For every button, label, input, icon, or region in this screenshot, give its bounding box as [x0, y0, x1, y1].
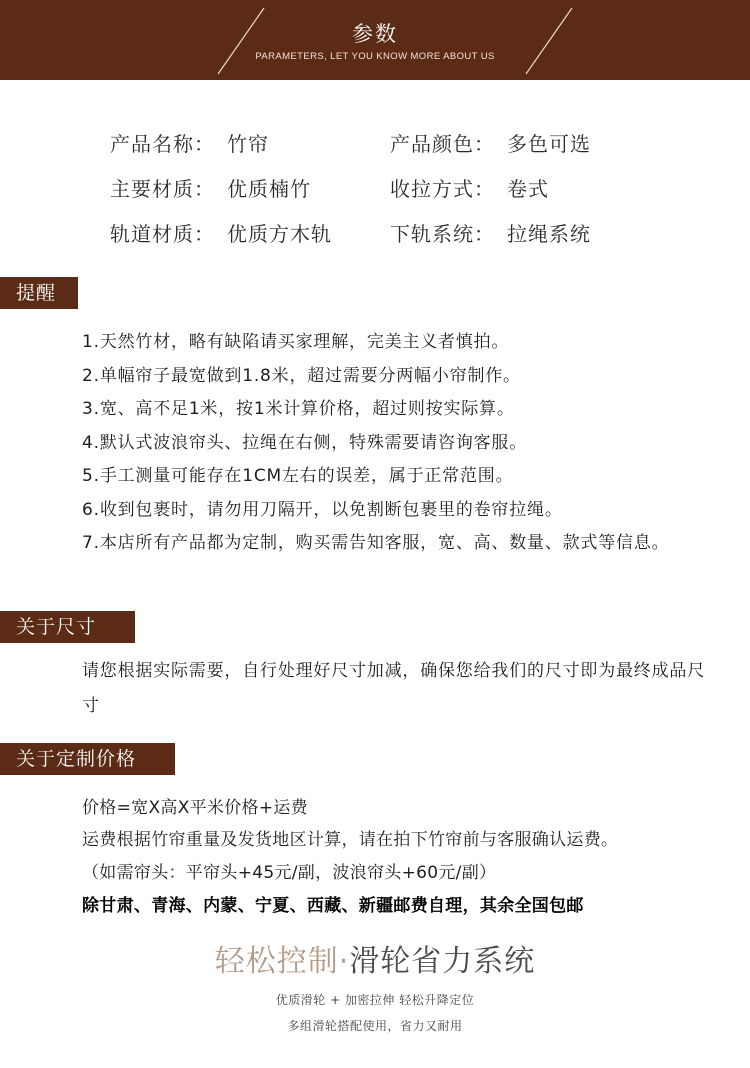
param-bottom-rail: 下轨系统： 拉绳系统: [390, 222, 591, 246]
page-title: 参数: [352, 22, 398, 46]
param-material: 主要材质： 优质楠竹: [110, 177, 311, 201]
pricing-heading: 关于定制价格: [0, 743, 175, 775]
list-item: 1.天然竹材，略有缺陷请买家理解，完美主义者慎拍。: [82, 332, 510, 352]
list-item: 4.默认式波浪帘头、拉绳在右侧，特殊需要请咨询客服。: [82, 432, 528, 453]
list-item: 2.单幅帘子最宽做到1.8米，超过需要分两幅小帘制作。: [82, 365, 521, 386]
size-text: 请您根据实际需要，自行处理好尺寸加减，确保您给我们的尺寸即为最终成品尺寸: [82, 661, 705, 716]
page-subtitle: PARAMETERS, LET YOU KNOW MORE ABOUT US: [255, 51, 495, 62]
param-product-color: 产品颜色： 多色可选: [390, 132, 591, 156]
list-item: 5.手工测量可能存在1CM左右的误差，属于正常范围。: [82, 466, 514, 486]
param-row: [110, 210, 670, 255]
list-item: 3.宽、高不足1米，按1米计算价格，超过则按实际算。: [82, 399, 515, 419]
free-shipping-note: 除甘肃、青海、内蒙、宁夏、西藏、新疆邮费自理，其余全国包邮: [82, 896, 584, 916]
parameters-grid: [110, 120, 670, 255]
footer-subtitle-1: 优质滑轮 + 加密拉伸 轻松升降定位: [275, 993, 475, 1007]
size-heading: 关于尺寸: [0, 611, 135, 643]
param-retract-method: 收拉方式： 卷式: [390, 177, 549, 201]
param-row: [110, 165, 670, 210]
param-product-name: 产品名称： 竹帘: [110, 132, 269, 156]
valance-price-note: （如需帘头：平帘头+45元/副，波浪帘头+60元/副）: [82, 863, 497, 883]
param-rail-material: 轨道材质： 优质方木轨: [110, 222, 332, 246]
shipping-note: 运费根据竹帘重量及发货地区计算，请在拍下竹帘前与客服确认运费。: [82, 830, 619, 850]
reminder-list: [82, 326, 722, 561]
list-item: 7.本店所有产品都为定制，购买需告知客服，宽、高、数量、款式等信息。: [82, 533, 670, 553]
reminder-heading: 提醒: [0, 277, 78, 309]
param-row: [110, 120, 670, 165]
list-item: 6.收到包裹时，请勿用刀隔开，以免割断包裹里的卷帘拉绳。: [82, 499, 563, 520]
price-formula: 价格=宽X高X平米价格+运费: [82, 798, 308, 818]
footer-title: 轻松控制·滑轮省力系统: [214, 944, 536, 979]
header-banner: [0, 0, 750, 80]
footer-subtitle-2: 多组滑轮搭配使用，省力又耐用: [287, 1019, 463, 1033]
